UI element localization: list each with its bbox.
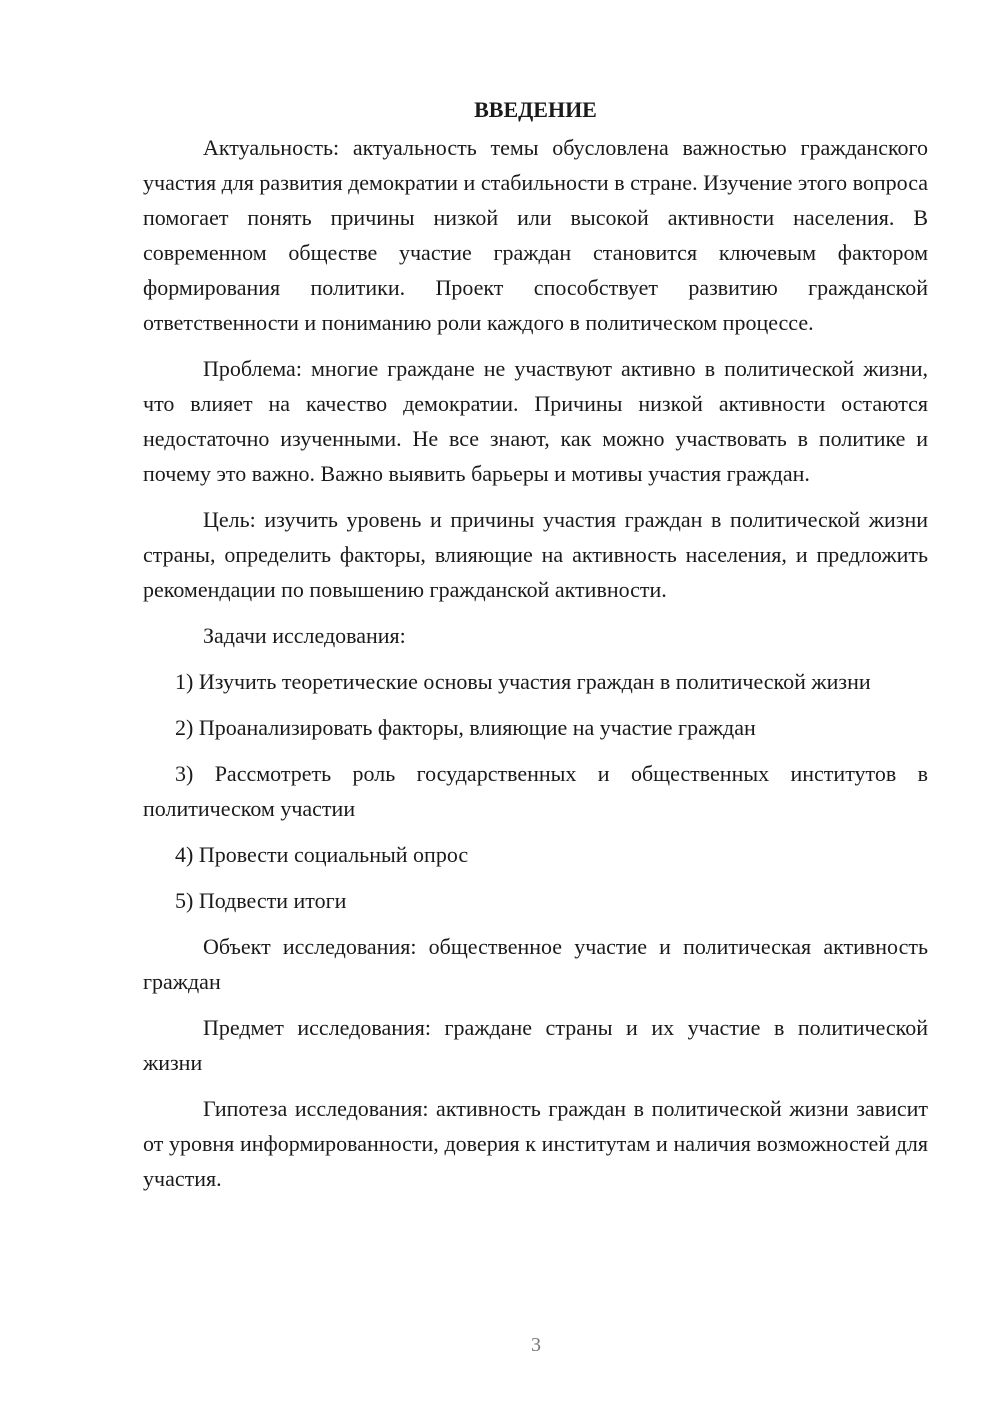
object-paragraph: Объект исследования: общественное участие и политическая активность граждан	[143, 934, 928, 994]
hypothesis-paragraph: Гипотеза исследования: активность граждан в политической жизни зависит от уровня информированности, доверия к институтам и наличия возможностей для участия.	[143, 1096, 928, 1191]
goal-paragraph: Цель: изучить уровень и причины участия граждан в политической жизни страны, определить факторы, влияющие на активность населения, и предложить рекомендации по повышению гражданской активности.	[143, 507, 928, 602]
section-title: ВВЕДЕНИЕ	[474, 97, 597, 122]
task-item-2: 2) Проанализировать факторы, влияющие на участие граждан	[175, 715, 756, 740]
tasks-heading: Задачи исследования:	[203, 623, 406, 648]
document-page	[143, 92, 928, 1196]
task-item-3: 3) Рассмотреть роль государственных и общественных институтов в политическом участии	[143, 761, 928, 821]
subject-paragraph: Предмет исследования: граждане страны и их участие в политической жизни	[143, 1015, 928, 1075]
page-number: 3	[531, 1334, 541, 1356]
task-item-4: 4) Провести социальный опрос	[175, 842, 469, 867]
task-item-5: 5) Подвести итоги	[175, 888, 347, 913]
relevance-paragraph: Актуальность: актуальность темы обусловлена важностью гражданского участия для развития демократии и стабильности в стране. Изучение этого вопроса помогает понять причины низкой или высокой активности населения. В современном обществе участие граждан становится ключевым фактором формирования политики. Проект способствует развитию гражданской ответственности и пониманию роли каждого в политическом процессе.	[143, 135, 928, 335]
problem-paragraph: Проблема: многие граждане не участвуют активно в политической жизни, что влияет на качество демократии. Причины низкой активности остаются недостаточно изученными. Не все знают, как можно участвовать в политике и почему это важно. Важно выявить барьеры и мотивы участия граждан.	[143, 356, 928, 486]
task-item-1: 1) Изучить теоретические основы участия граждан в политической жизни	[175, 669, 871, 694]
